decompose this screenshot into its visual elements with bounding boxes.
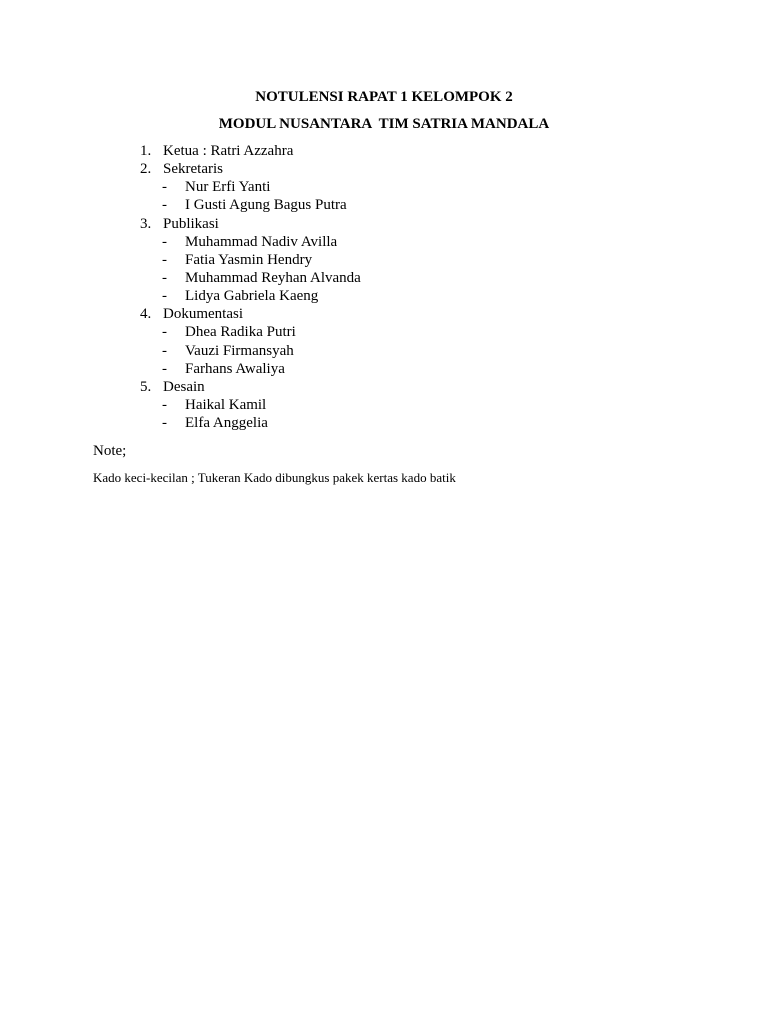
member-item xyxy=(0,269,768,287)
member-name: Fatia Yasmin Hendry xyxy=(185,251,313,268)
member-name: Muhammad Nadiv Avilla xyxy=(185,233,338,250)
member-bullet: - xyxy=(162,269,167,286)
role-label: Ketua : Ratri Azzahra xyxy=(163,143,294,159)
role-number: 2. xyxy=(140,161,152,178)
role-number: 4. xyxy=(140,306,152,323)
member-name: Farhans Awaliya xyxy=(185,360,285,377)
role-item xyxy=(0,142,768,160)
role-label: Sekretaris xyxy=(163,161,223,178)
document-title: NOTULENSI RAPAT 1 KELOMPOK 2 xyxy=(255,89,513,105)
member-item xyxy=(0,360,768,378)
note-label: Note; xyxy=(93,443,127,459)
member-name: Elfa Anggelia xyxy=(185,415,268,432)
member-name: Lidya Gabriela Kaeng xyxy=(185,288,319,305)
member-item xyxy=(0,178,768,196)
role-number: 5. xyxy=(140,378,152,395)
member-item xyxy=(0,196,768,214)
member-bullet: - xyxy=(162,415,167,432)
note-text: Kado keci-kecilan ; Tukeran Kado dibungkus pakek kertas kado batik xyxy=(93,470,456,485)
role-list xyxy=(0,142,768,432)
member-item xyxy=(0,342,768,360)
member-item xyxy=(0,233,768,251)
member-bullet: - xyxy=(162,251,167,268)
member-name: I Gusti Agung Bagus Putra xyxy=(185,197,347,214)
member-bullet: - xyxy=(162,342,167,359)
role-number: 3. xyxy=(140,215,152,232)
member-bullet: - xyxy=(162,179,167,196)
role-item xyxy=(0,378,768,396)
member-name: Haikal Kamil xyxy=(185,396,267,413)
member-bullet: - xyxy=(162,324,167,341)
member-item xyxy=(0,251,768,269)
member-bullet: - xyxy=(162,360,167,377)
role-item xyxy=(0,215,768,233)
role-item xyxy=(0,305,768,323)
member-bullet: - xyxy=(162,233,167,250)
member-item xyxy=(0,414,768,432)
member-bullet: - xyxy=(162,197,167,214)
member-name: Nur Erfi Yanti xyxy=(185,179,271,196)
member-item xyxy=(0,287,768,305)
member-bullet: - xyxy=(162,396,167,413)
role-number: 1. xyxy=(140,143,152,159)
member-name: Dhea Radika Putri xyxy=(185,324,296,341)
role-label: Desain xyxy=(163,378,205,395)
role-label: Publikasi xyxy=(163,215,219,232)
member-bullet: - xyxy=(162,288,167,305)
role-label: Dokumentasi xyxy=(163,306,243,323)
member-item xyxy=(0,396,768,414)
member-name: Muhammad Reyhan Alvanda xyxy=(185,269,361,286)
role-item xyxy=(0,160,768,178)
document-subtitle: MODUL NUSANTARA TIM SATRIA MANDALA xyxy=(218,116,550,132)
member-item xyxy=(0,323,768,341)
member-name: Vauzi Firmansyah xyxy=(185,342,294,359)
